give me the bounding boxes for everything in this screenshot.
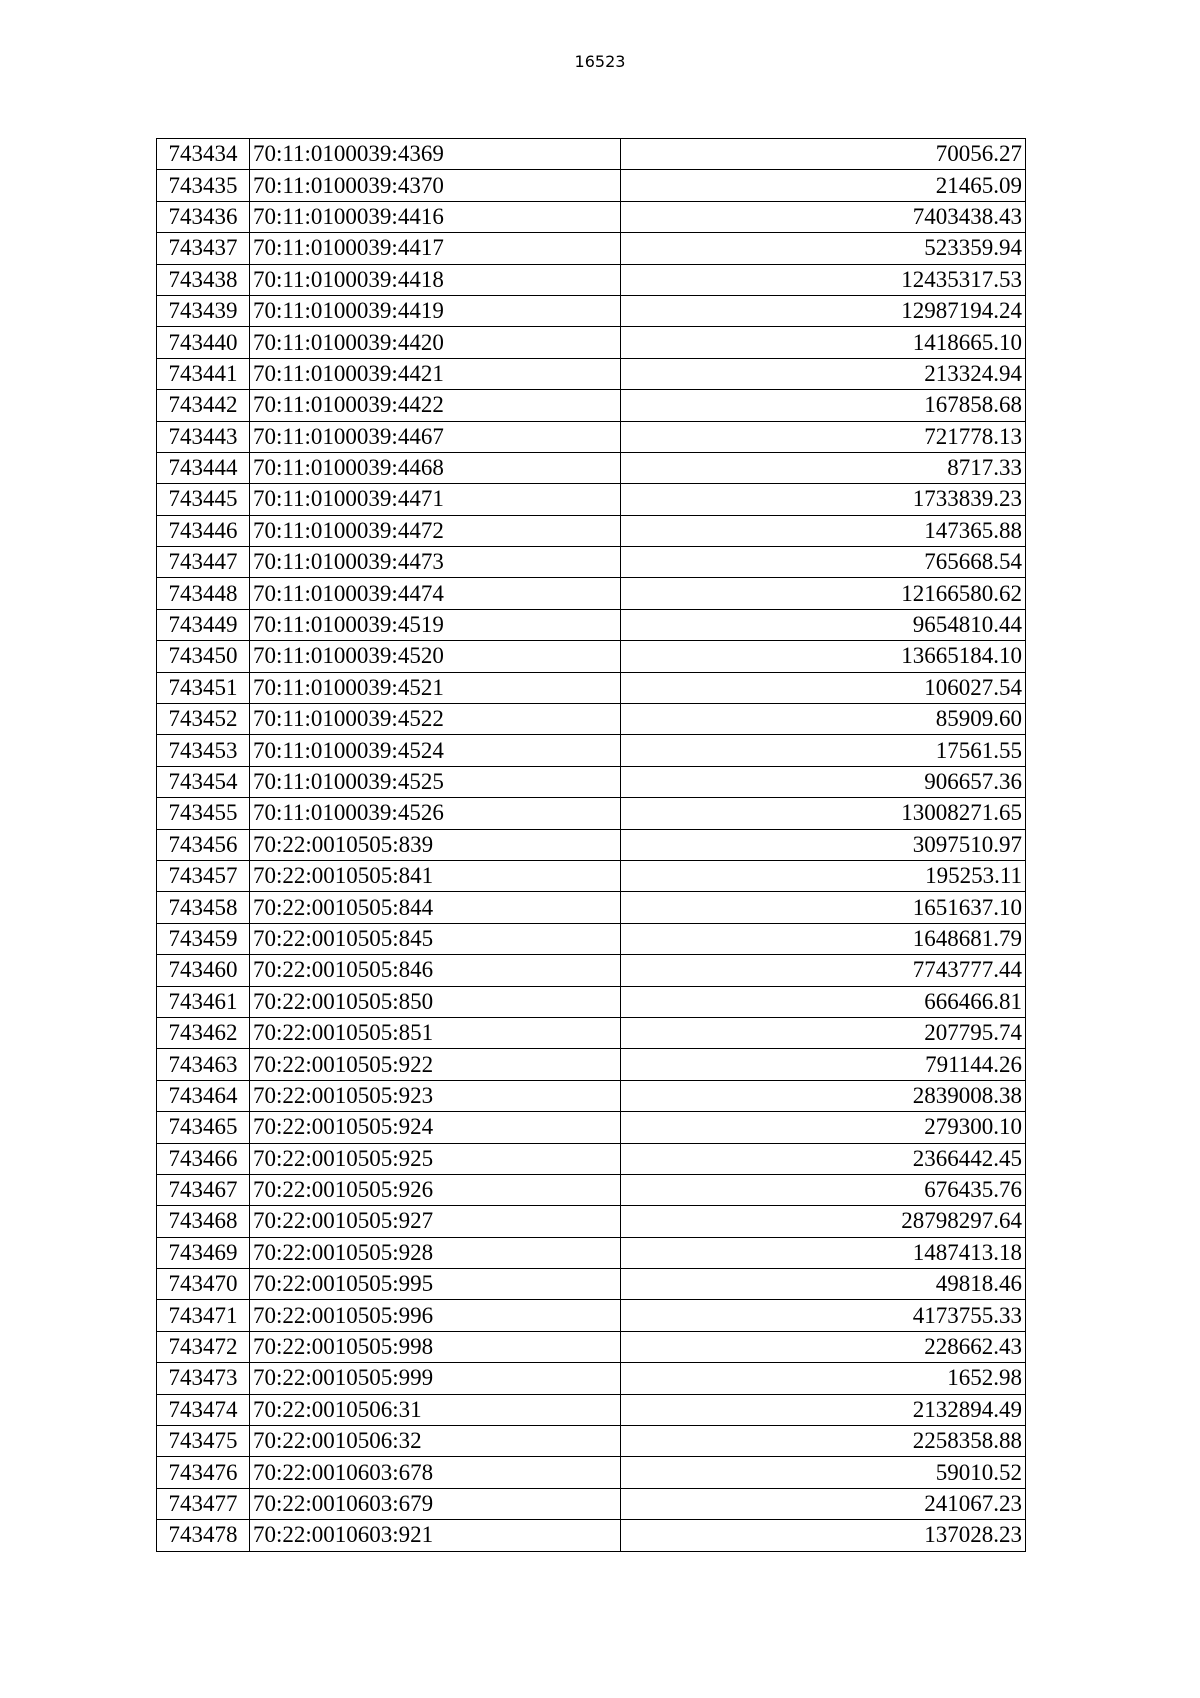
table-row — [157, 327, 1026, 358]
cadastral-number-cell: 70:11:0100039:4525 — [250, 766, 621, 797]
value-cell: 195253.11 — [621, 860, 1026, 891]
value-cell: 85909.60 — [621, 704, 1026, 735]
value-cell: 12166580.62 — [621, 578, 1026, 609]
cadastral-number-cell: 70:11:0100039:4521 — [250, 672, 621, 703]
table-row — [157, 1520, 1026, 1551]
cadastral-number-cell: 70:11:0100039:4369 — [250, 139, 621, 170]
row-number-cell: 743457 — [157, 860, 250, 891]
cadastral-number-cell: 70:11:0100039:4370 — [250, 170, 621, 201]
cadastral-number-cell: 70:22:0010505:851 — [250, 1017, 621, 1048]
cadastral-number-cell: 70:11:0100039:4519 — [250, 609, 621, 640]
value-cell: 676435.76 — [621, 1174, 1026, 1205]
row-number-cell: 743452 — [157, 704, 250, 735]
value-cell: 2366442.45 — [621, 1143, 1026, 1174]
value-cell: 765668.54 — [621, 547, 1026, 578]
row-number-cell: 743464 — [157, 1080, 250, 1111]
row-number-cell: 743447 — [157, 547, 250, 578]
table-row — [157, 484, 1026, 515]
value-cell: 241067.23 — [621, 1488, 1026, 1519]
row-number-cell: 743435 — [157, 170, 250, 201]
value-cell: 13665184.10 — [621, 641, 1026, 672]
row-number-cell: 743461 — [157, 986, 250, 1017]
value-cell: 21465.09 — [621, 170, 1026, 201]
cadastral-number-cell: 70:11:0100039:4417 — [250, 233, 621, 264]
cadastral-number-cell: 70:11:0100039:4526 — [250, 798, 621, 829]
row-number-cell: 743456 — [157, 829, 250, 860]
cadastral-number-cell: 70:22:0010505:841 — [250, 860, 621, 891]
cadastral-number-cell: 70:11:0100039:4421 — [250, 358, 621, 389]
cadastral-number-cell: 70:22:0010505:845 — [250, 923, 621, 954]
cadastral-number-cell: 70:22:0010506:32 — [250, 1426, 621, 1457]
cadastral-number-cell: 70:22:0010505:928 — [250, 1237, 621, 1268]
table-row — [157, 672, 1026, 703]
value-cell: 137028.23 — [621, 1520, 1026, 1551]
cadastral-number-cell: 70:22:0010505:927 — [250, 1206, 621, 1237]
value-cell: 70056.27 — [621, 139, 1026, 170]
table-row — [157, 1080, 1026, 1111]
value-cell: 167858.68 — [621, 390, 1026, 421]
cadastral-number-cell: 70:22:0010505:923 — [250, 1080, 621, 1111]
table-row — [157, 1237, 1026, 1268]
value-cell: 207795.74 — [621, 1017, 1026, 1048]
page-number: 16523 — [574, 52, 626, 71]
cadastral-number-cell: 70:22:0010505:846 — [250, 955, 621, 986]
value-cell: 2839008.38 — [621, 1080, 1026, 1111]
value-cell: 906657.36 — [621, 766, 1026, 797]
cadastral-number-cell: 70:22:0010603:921 — [250, 1520, 621, 1551]
cadastral-value-table — [156, 138, 1026, 1552]
table-row — [157, 955, 1026, 986]
table-row — [157, 421, 1026, 452]
row-number-cell: 743467 — [157, 1174, 250, 1205]
value-cell: 228662.43 — [621, 1331, 1026, 1362]
table-row — [157, 798, 1026, 829]
row-number-cell: 743466 — [157, 1143, 250, 1174]
value-cell: 721778.13 — [621, 421, 1026, 452]
value-cell: 147365.88 — [621, 515, 1026, 546]
value-cell: 1418665.10 — [621, 327, 1026, 358]
row-number-cell: 743446 — [157, 515, 250, 546]
value-cell: 666466.81 — [621, 986, 1026, 1017]
row-number-cell: 743463 — [157, 1049, 250, 1080]
value-cell: 17561.55 — [621, 735, 1026, 766]
value-cell: 791144.26 — [621, 1049, 1026, 1080]
row-number-cell: 743450 — [157, 641, 250, 672]
row-number-cell: 743449 — [157, 609, 250, 640]
table-row — [157, 923, 1026, 954]
value-cell: 1651637.10 — [621, 892, 1026, 923]
cadastral-number-cell: 70:11:0100039:4419 — [250, 295, 621, 326]
table-row — [157, 1174, 1026, 1205]
row-number-cell: 743438 — [157, 264, 250, 295]
row-number-cell: 743442 — [157, 390, 250, 421]
cadastral-number-cell: 70:22:0010505:922 — [250, 1049, 621, 1080]
cadastral-number-cell: 70:11:0100039:4522 — [250, 704, 621, 735]
row-number-cell: 743470 — [157, 1269, 250, 1300]
row-number-cell: 743460 — [157, 955, 250, 986]
table-row — [157, 515, 1026, 546]
value-cell: 28798297.64 — [621, 1206, 1026, 1237]
table-row — [157, 1300, 1026, 1331]
cadastral-number-cell: 70:22:0010505:924 — [250, 1112, 621, 1143]
row-number-cell: 743440 — [157, 327, 250, 358]
cadastral-number-cell: 70:22:0010505:996 — [250, 1300, 621, 1331]
row-number-cell: 743448 — [157, 578, 250, 609]
table-row — [157, 609, 1026, 640]
value-cell: 9654810.44 — [621, 609, 1026, 640]
table-row — [157, 1457, 1026, 1488]
row-number-cell: 743434 — [157, 139, 250, 170]
value-cell: 1733839.23 — [621, 484, 1026, 515]
row-number-cell: 743468 — [157, 1206, 250, 1237]
table-row — [157, 170, 1026, 201]
table-row — [157, 139, 1026, 170]
table-row — [157, 358, 1026, 389]
table-row — [157, 1331, 1026, 1362]
row-number-cell: 743441 — [157, 358, 250, 389]
cadastral-number-cell: 70:22:0010505:998 — [250, 1331, 621, 1362]
value-cell: 2258358.88 — [621, 1426, 1026, 1457]
row-number-cell: 743455 — [157, 798, 250, 829]
row-number-cell: 743451 — [157, 672, 250, 703]
row-number-cell: 743473 — [157, 1363, 250, 1394]
value-cell: 8717.33 — [621, 452, 1026, 483]
cadastral-number-cell: 70:11:0100039:4422 — [250, 390, 621, 421]
table-row — [157, 295, 1026, 326]
row-number-cell: 743454 — [157, 766, 250, 797]
cadastral-number-cell: 70:11:0100039:4418 — [250, 264, 621, 295]
value-cell: 12987194.24 — [621, 295, 1026, 326]
value-cell: 523359.94 — [621, 233, 1026, 264]
table-row — [157, 1488, 1026, 1519]
cadastral-number-cell: 70:22:0010505:926 — [250, 1174, 621, 1205]
row-number-cell: 743437 — [157, 233, 250, 264]
value-cell: 13008271.65 — [621, 798, 1026, 829]
table-row — [157, 766, 1026, 797]
table-row — [157, 1363, 1026, 1394]
row-number-cell: 743462 — [157, 1017, 250, 1048]
table-row — [157, 1143, 1026, 1174]
row-number-cell: 743444 — [157, 452, 250, 483]
table-row — [157, 233, 1026, 264]
row-number-cell: 743443 — [157, 421, 250, 452]
value-cell: 59010.52 — [621, 1457, 1026, 1488]
row-number-cell: 743459 — [157, 923, 250, 954]
value-cell: 3097510.97 — [621, 829, 1026, 860]
cadastral-number-cell: 70:11:0100039:4416 — [250, 201, 621, 232]
table-row — [157, 264, 1026, 295]
cadastral-number-cell: 70:11:0100039:4467 — [250, 421, 621, 452]
table-row — [157, 641, 1026, 672]
table-row — [157, 1269, 1026, 1300]
cadastral-number-cell: 70:22:0010505:850 — [250, 986, 621, 1017]
row-number-cell: 743474 — [157, 1394, 250, 1425]
cadastral-number-cell: 70:11:0100039:4520 — [250, 641, 621, 672]
value-cell: 7743777.44 — [621, 955, 1026, 986]
table-row — [157, 860, 1026, 891]
value-cell: 1487413.18 — [621, 1237, 1026, 1268]
row-number-cell: 743469 — [157, 1237, 250, 1268]
row-number-cell: 743465 — [157, 1112, 250, 1143]
table-row — [157, 1426, 1026, 1457]
table-row — [157, 201, 1026, 232]
value-cell: 213324.94 — [621, 358, 1026, 389]
cadastral-number-cell: 70:11:0100039:4524 — [250, 735, 621, 766]
table-row — [157, 1049, 1026, 1080]
table-row — [157, 1017, 1026, 1048]
cadastral-number-cell: 70:22:0010505:999 — [250, 1363, 621, 1394]
row-number-cell: 743475 — [157, 1426, 250, 1457]
table-row — [157, 1394, 1026, 1425]
cadastral-number-cell: 70:11:0100039:4420 — [250, 327, 621, 358]
row-number-cell: 743458 — [157, 892, 250, 923]
value-cell: 12435317.53 — [621, 264, 1026, 295]
cadastral-number-cell: 70:11:0100039:4474 — [250, 578, 621, 609]
cadastral-number-cell: 70:22:0010505:839 — [250, 829, 621, 860]
cadastral-number-cell: 70:22:0010505:844 — [250, 892, 621, 923]
value-cell: 1648681.79 — [621, 923, 1026, 954]
table-row — [157, 892, 1026, 923]
table-row — [157, 452, 1026, 483]
value-cell: 279300.10 — [621, 1112, 1026, 1143]
cadastral-number-cell: 70:22:0010506:31 — [250, 1394, 621, 1425]
row-number-cell: 743453 — [157, 735, 250, 766]
table-row — [157, 578, 1026, 609]
value-cell: 49818.46 — [621, 1269, 1026, 1300]
table-body — [157, 139, 1026, 1552]
table-row — [157, 1206, 1026, 1237]
table-row — [157, 829, 1026, 860]
row-number-cell: 743477 — [157, 1488, 250, 1519]
value-cell: 1652.98 — [621, 1363, 1026, 1394]
table-row — [157, 735, 1026, 766]
table-row — [157, 390, 1026, 421]
cadastral-number-cell: 70:22:0010603:678 — [250, 1457, 621, 1488]
cadastral-number-cell: 70:11:0100039:4472 — [250, 515, 621, 546]
row-number-cell: 743476 — [157, 1457, 250, 1488]
cadastral-number-cell: 70:22:0010505:995 — [250, 1269, 621, 1300]
cadastral-number-cell: 70:11:0100039:4473 — [250, 547, 621, 578]
row-number-cell: 743478 — [157, 1520, 250, 1551]
row-number-cell: 743471 — [157, 1300, 250, 1331]
row-number-cell: 743439 — [157, 295, 250, 326]
row-number-cell: 743445 — [157, 484, 250, 515]
row-number-cell: 743436 — [157, 201, 250, 232]
value-cell: 7403438.43 — [621, 201, 1026, 232]
value-cell: 106027.54 — [621, 672, 1026, 703]
cadastral-number-cell: 70:22:0010603:679 — [250, 1488, 621, 1519]
table-row — [157, 547, 1026, 578]
cadastral-number-cell: 70:11:0100039:4471 — [250, 484, 621, 515]
table-row — [157, 1112, 1026, 1143]
value-cell: 2132894.49 — [621, 1394, 1026, 1425]
cadastral-number-cell: 70:11:0100039:4468 — [250, 452, 621, 483]
cadastral-number-cell: 70:22:0010505:925 — [250, 1143, 621, 1174]
table-row — [157, 986, 1026, 1017]
value-cell: 4173755.33 — [621, 1300, 1026, 1331]
table-row — [157, 704, 1026, 735]
row-number-cell: 743472 — [157, 1331, 250, 1362]
